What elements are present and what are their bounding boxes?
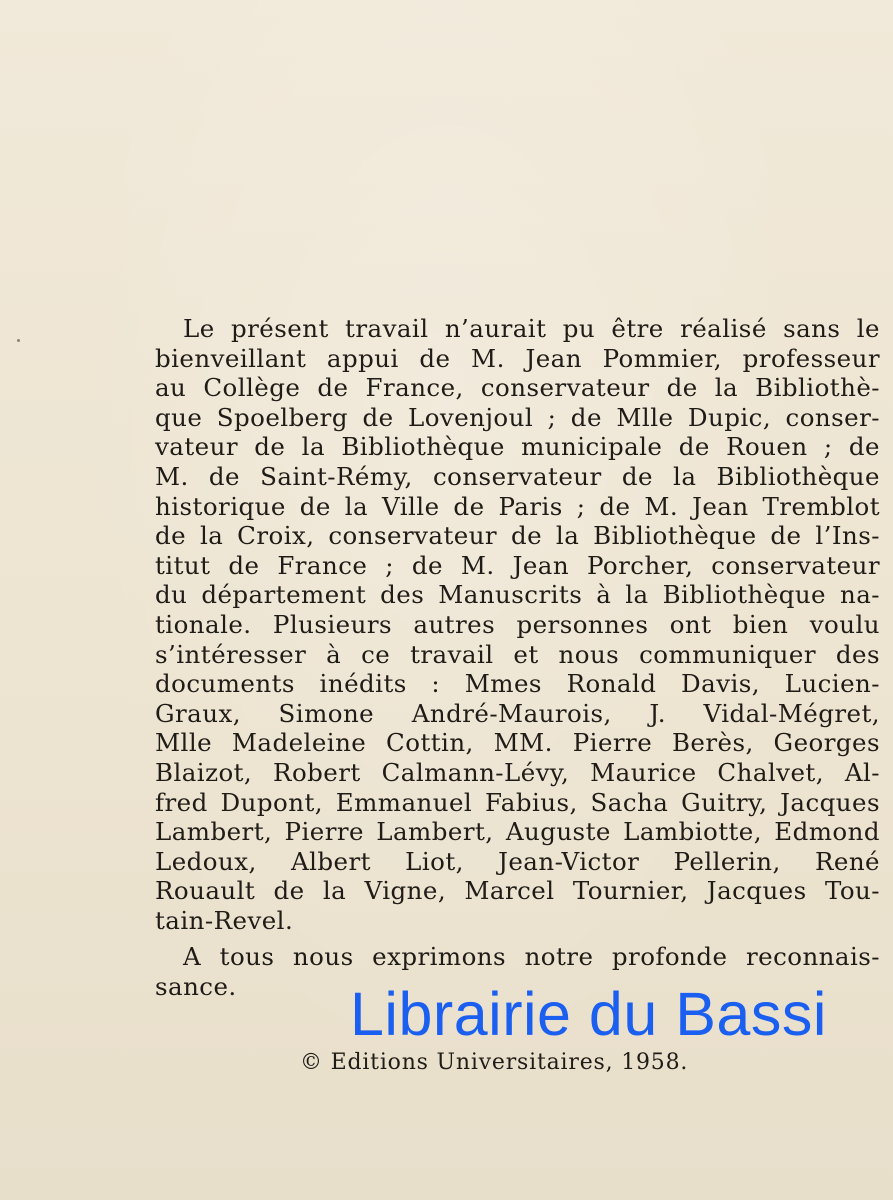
acknowledgment-line: Blaizot, Robert Calmann-Lévy, Maurice Chalvet, Al-	[155, 757, 880, 787]
acknowledgment-line: Le présent travail n’aurait pu être réalisé sans le	[183, 314, 880, 343]
paper-speck	[17, 339, 20, 342]
acknowledgment-line: Rouault de la Vigne, Marcel Tournier, Jacques Tou-	[155, 876, 880, 906]
acknowledgment-line: titut de France ; de M. Jean Porcher, conservateur	[155, 550, 880, 580]
acknowledgment-line: du département des Manuscrits à la Bibliothèque na-	[155, 580, 880, 610]
copyright-line: © Editions Universitaires, 1958.	[300, 1050, 689, 1075]
acknowledgment-line: que Spoelberg de Lovenjoul ; de Mlle Dupic, conser-	[155, 402, 880, 432]
acknowledgment-paragraph	[155, 314, 880, 935]
acknowledgment-line: vateur de la Bibliothèque municipale de Rouen ; de	[155, 432, 880, 462]
acknowledgment-line: bienveillant appui de M. Jean Pommier, professeur	[155, 343, 880, 373]
closing-line: sance.	[155, 971, 237, 1001]
acknowledgment-line: s’intéresser à ce travail et nous communiquer des	[155, 639, 880, 669]
acknowledgment-line: de la Croix, conservateur de la Bibliothèque de l’Ins-	[155, 521, 880, 551]
acknowledgment-line: Lambert, Pierre Lambert, Auguste Lambiotte, Edmond	[155, 817, 880, 847]
acknowledgment-line: historique de la Ville de Paris ; de M. Jean Tremblot	[155, 491, 880, 521]
acknowledgment-line: fred Dupont, Emmanuel Fabius, Sacha Guitry, Jacques	[155, 787, 880, 817]
acknowledgment-line: Graux, Simone André-Maurois, J. Vidal-Mégret,	[155, 698, 880, 728]
acknowledgment-line: Mlle Madeleine Cottin, MM. Pierre Berès, Georges	[155, 728, 880, 758]
acknowledgment-line: tain-Revel.	[155, 905, 294, 935]
acknowledgment-line: documents inédits : Mmes Ronald Davis, Lucien-	[155, 669, 880, 699]
bookseller-watermark: Librairie du Bassi	[350, 980, 827, 1048]
acknowledgment-line: tionale. Plusieurs autres personnes ont bien voulu	[155, 609, 880, 639]
closing-line: A tous nous exprimons notre profonde reconnais-	[183, 942, 880, 971]
acknowledgment-line: Ledoux, Albert Liot, Jean-Victor Pellerin, René	[155, 846, 880, 876]
acknowledgment-line: au Collège de France, conservateur de la Bibliothè-	[155, 373, 880, 403]
acknowledgment-line: M. de Saint-Rémy, conservateur de la Bibliothèque	[155, 461, 880, 491]
